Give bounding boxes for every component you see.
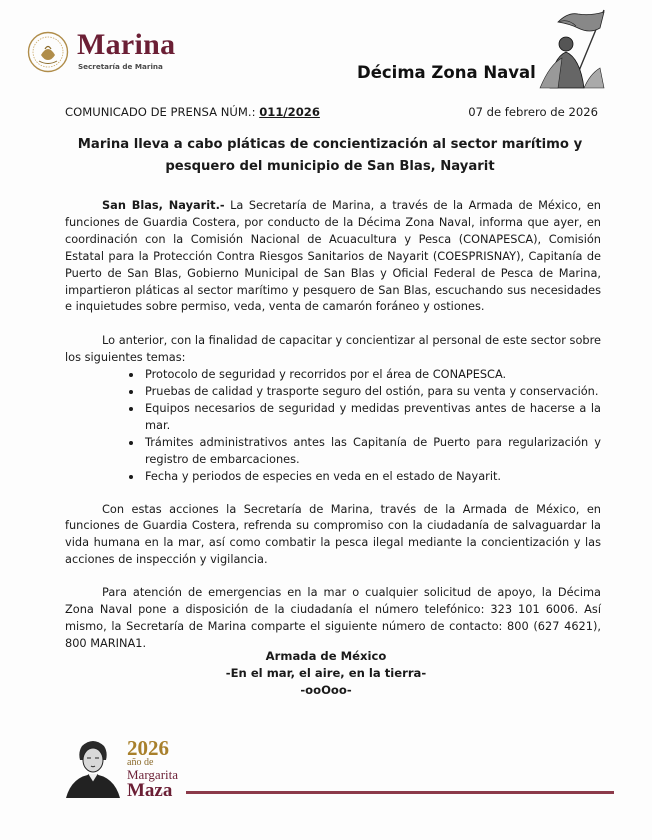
paragraph-3: Con estas acciones la Secretaría de Marina, través de la Armada de México, en funciones de Guardia Costera, refrenda su compromiso con la ciudadanía de salvaguardar la vida humana en la mar, así como combatir la pesca ilegal mediante la concientización y las acciones de inspección y vigilancia. [65,501,601,567]
brand-subtitle: Secretaría de Marina [78,62,163,71]
list-item: • Equipos necesarios de seguridad y medidas preventivas antes de hacerse a la mar. [143,400,601,434]
closing-signature [0,648,652,699]
closing-line-motto: -En el mar, el aire, en la tierra- [225,666,427,680]
mexico-seal-icon [27,31,69,73]
paragraph-2: Lo anterior, con la finalidad de capacitar y concientizar al personal de este sector sobre los siguientes temas: [65,333,601,365]
flag-heroine-icon [538,8,610,90]
release-date: 07 de febrero de 2026 [468,105,598,119]
paragraph-1 [65,197,601,315]
margarita-maza-portrait-icon [62,738,124,798]
list-item: • Fecha y periodos de especies en veda en el estado de Nayarit. [143,468,601,485]
zona-naval-title: Décima Zona Naval [357,63,536,82]
year-number: 2026 [127,736,169,760]
brand-name: Marina [77,28,176,61]
closing-line-end: -ooOoo- [300,683,352,697]
paragraph-4: Para atención de emergencias en la mar o cualquier solicitud de apoyo, la Décima Zona Naval pone a disposición de la ciudadanía el número telefónico: 323 101 6006. Así mismo, la Secretaría de Marina comparte el siguiente número de contacto: 800 (627 4621), 800 MARINA1. [65,585,601,650]
paragraph-1-text: La Secretaría de Marina, a través de la Armada de México, en funciones de Guardia Costera, por conducto de la Décima Zona Naval, informa que ayer, en coordinación con la Comisión Nacional de Acuacultura y Pesca (CONAPESCA), Comisión Estatal para la Protección Contra Riesgos Sanitarios de Nayarit (COESPRISNAY), Capitanía de Puerto de San Blas, Gobierno Municipal de San Blas y Oficial Federal de Pesca de Marina, impartieron pláticas al sector marítimo y pesquero de San Blas, escuchando sus necesidades e inquietudes sobre permiso, veda, venta de camarón foráneo y ostiones. [65,198,601,314]
dateline-location: San Blas, Nayarit.- [102,198,225,212]
year-logo [127,738,178,800]
closing-line-armada: Armada de México [265,649,387,663]
year-honoree-first: Margarita [127,767,179,782]
comunicado-number: 011/2026 [259,105,320,119]
headline: Marina lleva a cabo pláticas de concientización al sector marítimo y pesquero del municipio de San Blas, Nayarit [77,137,583,174]
comunicado-label: COMUNICADO DE PRENSA NÚM.: [65,105,260,119]
comunicado-number-line [65,105,320,119]
list-item: • Trámites administrativos antes las Capitanía de Puerto para regularización y registro de embarcaciones. [143,434,601,468]
list-item: • Pruebas de calidad y trasporte seguro del ostión, para su venta y conservación. [143,383,601,400]
footer-divider [186,791,614,794]
year-honoree-last: Maza [127,780,173,801]
year-label: año de [127,757,154,768]
topics-list [65,366,601,484]
press-release-body [65,197,601,652]
list-item: • Protocolo de seguridad y recorridos por el área de CONAPESCA. [143,366,601,383]
